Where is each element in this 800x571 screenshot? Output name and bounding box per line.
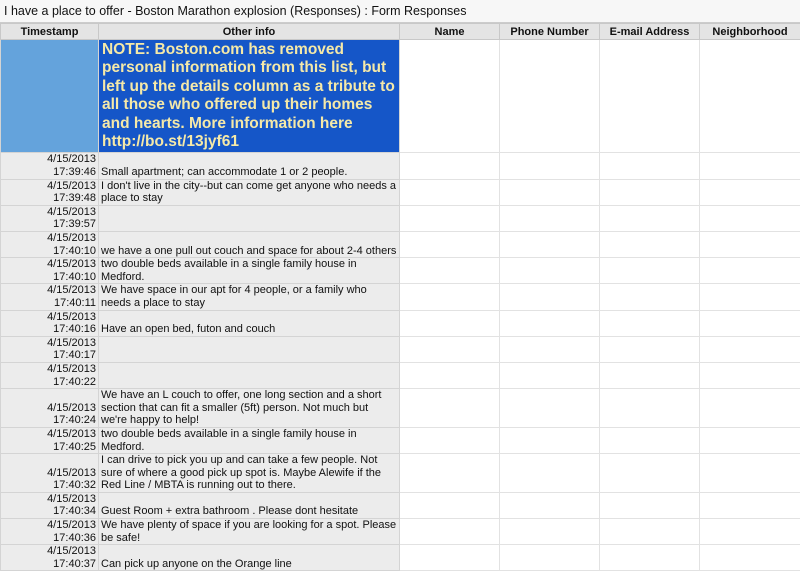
responses-table [0, 23, 800, 571]
cell-phone[interactable] [500, 40, 600, 153]
cell-timestamp[interactable]: 4/15/2013 17:40:16 [1, 310, 99, 336]
cell-email[interactable] [600, 284, 700, 310]
cell-email[interactable] [600, 205, 700, 231]
column-header-timestamp[interactable]: Timestamp [1, 24, 99, 40]
table-row [1, 284, 800, 310]
cell-timestamp[interactable]: 4/15/2013 17:40:22 [1, 362, 99, 388]
cell-neighborhood[interactable] [700, 179, 800, 205]
cell-phone[interactable] [500, 336, 600, 362]
cell-timestamp[interactable]: 4/15/2013 17:40:17 [1, 336, 99, 362]
cell-email[interactable] [600, 40, 700, 153]
cell-email[interactable] [600, 153, 700, 179]
cell-name[interactable] [400, 545, 500, 571]
cell-timestamp[interactable]: 4/15/2013 17:40:37 [1, 545, 99, 571]
cell-email[interactable] [600, 336, 700, 362]
cell-neighborhood[interactable] [700, 310, 800, 336]
cell-timestamp[interactable]: 4/15/2013 17:40:32 [1, 454, 99, 493]
column-header-neighborhood[interactable]: Neighborhood [700, 24, 800, 40]
cell-email[interactable] [600, 519, 700, 545]
cell-other-info[interactable]: Small apartment; can accommodate 1 or 2 people. [99, 153, 400, 179]
cell-email[interactable] [600, 545, 700, 571]
column-header-phone[interactable]: Phone Number [500, 24, 600, 40]
cell-timestamp[interactable]: 4/15/2013 17:39:46 [1, 153, 99, 179]
table-row [1, 492, 800, 518]
cell-other-info[interactable]: Can pick up anyone on the Orange line [99, 545, 400, 571]
cell-neighborhood[interactable] [700, 545, 800, 571]
cell-timestamp[interactable]: 4/15/2013 17:40:24 [1, 389, 99, 428]
cell-name[interactable] [400, 389, 500, 428]
cell-email[interactable] [600, 389, 700, 428]
cell-phone[interactable] [500, 389, 600, 428]
cell-email[interactable] [600, 427, 700, 453]
cell-name[interactable] [400, 40, 500, 153]
header-row [1, 24, 800, 40]
cell-neighborhood[interactable] [700, 258, 800, 284]
table-row [1, 179, 800, 205]
cell-timestamp[interactable]: 4/15/2013 17:39:57 [1, 205, 99, 231]
note-row [1, 40, 800, 153]
cell-timestamp[interactable] [1, 40, 99, 153]
cell-timestamp[interactable]: 4/15/2013 17:40:10 [1, 258, 99, 284]
cell-neighborhood[interactable] [700, 427, 800, 453]
table-row [1, 362, 800, 388]
cell-phone[interactable] [500, 232, 600, 258]
cell-phone[interactable] [500, 362, 600, 388]
table-row [1, 336, 800, 362]
cell-email[interactable] [600, 454, 700, 493]
cell-neighborhood[interactable] [700, 284, 800, 310]
table-row [1, 389, 800, 428]
cell-name[interactable] [400, 454, 500, 493]
table-row [1, 258, 800, 284]
table-row [1, 232, 800, 258]
cell-other-info[interactable] [99, 336, 400, 362]
cell-phone[interactable] [500, 519, 600, 545]
cell-neighborhood[interactable] [700, 519, 800, 545]
cell-neighborhood[interactable] [700, 205, 800, 231]
cell-name[interactable] [400, 310, 500, 336]
cell-other-info[interactable] [99, 205, 400, 231]
cell-neighborhood[interactable] [700, 40, 800, 153]
cell-timestamp[interactable]: 4/15/2013 17:40:11 [1, 284, 99, 310]
cell-name[interactable] [400, 427, 500, 453]
table-row [1, 545, 800, 571]
cell-name[interactable] [400, 258, 500, 284]
cell-neighborhood[interactable] [700, 454, 800, 493]
cell-timestamp[interactable]: 4/15/2013 17:40:10 [1, 232, 99, 258]
cell-phone[interactable] [500, 492, 600, 518]
cell-timestamp[interactable]: 4/15/2013 17:39:48 [1, 179, 99, 205]
cell-phone[interactable] [500, 258, 600, 284]
column-header-other-info[interactable]: Other info [99, 24, 400, 40]
cell-other-info[interactable]: I don't live in the city--but can come get anyone who needs a place to stay [99, 179, 400, 205]
cell-timestamp[interactable]: 4/15/2013 17:40:25 [1, 427, 99, 453]
cell-name[interactable] [400, 284, 500, 310]
cell-email[interactable] [600, 310, 700, 336]
cell-email[interactable] [600, 232, 700, 258]
cell-phone[interactable] [500, 205, 600, 231]
cell-email[interactable] [600, 492, 700, 518]
cell-phone[interactable] [500, 179, 600, 205]
cell-name[interactable] [400, 492, 500, 518]
cell-phone[interactable] [500, 545, 600, 571]
cell-neighborhood[interactable] [700, 232, 800, 258]
cell-neighborhood[interactable] [700, 492, 800, 518]
cell-other-info[interactable]: Guest Room + extra bathroom . Please dont hesitate [99, 492, 400, 518]
cell-phone[interactable] [500, 284, 600, 310]
cell-name[interactable] [400, 362, 500, 388]
cell-other-info[interactable]: Have an open bed, futon and couch [99, 310, 400, 336]
column-header-name[interactable]: Name [400, 24, 500, 40]
cell-other-info[interactable]: I can drive to pick you up and can take a few people. Not sure of where a good pick up spot is. Maybe Alewife if the Red Line / MBTA is running out to there. [99, 454, 400, 493]
note-cell[interactable]: NOTE: Boston.com has removed personal information from this list, but left up the details column as a tribute to all those who offered up their homes and hearts. More information here http://bo.st/13jyf61 [99, 40, 400, 153]
cell-phone[interactable] [500, 310, 600, 336]
cell-phone[interactable] [500, 153, 600, 179]
cell-other-info[interactable]: two double beds available in a single family house in Medford. [99, 258, 400, 284]
cell-neighborhood[interactable] [700, 389, 800, 428]
cell-name[interactable] [400, 232, 500, 258]
cell-name[interactable] [400, 153, 500, 179]
cell-other-info[interactable]: two double beds available in a single family house in Medford. [99, 427, 400, 453]
cell-neighborhood[interactable] [700, 153, 800, 179]
cell-neighborhood[interactable] [700, 336, 800, 362]
cell-name[interactable] [400, 205, 500, 231]
cell-timestamp[interactable]: 4/15/2013 17:40:34 [1, 492, 99, 518]
cell-phone[interactable] [500, 427, 600, 453]
cell-neighborhood[interactable] [700, 362, 800, 388]
cell-name[interactable] [400, 336, 500, 362]
cell-timestamp[interactable]: 4/15/2013 17:40:36 [1, 519, 99, 545]
table-row [1, 153, 800, 179]
cell-email[interactable] [600, 179, 700, 205]
cell-phone[interactable] [500, 454, 600, 493]
cell-email[interactable] [600, 258, 700, 284]
cell-other-info[interactable]: we have a one pull out couch and space for about 2-4 others [99, 232, 400, 258]
cell-other-info[interactable] [99, 362, 400, 388]
sheet-title: I have a place to offer - Boston Marathon explosion (Responses) : Form Responses [0, 0, 800, 23]
cell-other-info[interactable]: We have space in our apt for 4 people, or a family who needs a place to stay [99, 284, 400, 310]
cell-other-info[interactable]: We have an L couch to offer, one long section and a short section that can fit a smaller (5ft) person. Not much but we're happy to help! [99, 389, 400, 428]
table-row [1, 205, 800, 231]
column-header-email[interactable]: E-mail Address [600, 24, 700, 40]
cell-name[interactable] [400, 179, 500, 205]
cell-email[interactable] [600, 362, 700, 388]
cell-other-info[interactable]: We have plenty of space if you are looking for a spot. Please be safe! [99, 519, 400, 545]
table-row [1, 310, 800, 336]
table-row [1, 454, 800, 493]
table-row [1, 427, 800, 453]
table-row [1, 519, 800, 545]
cell-name[interactable] [400, 519, 500, 545]
